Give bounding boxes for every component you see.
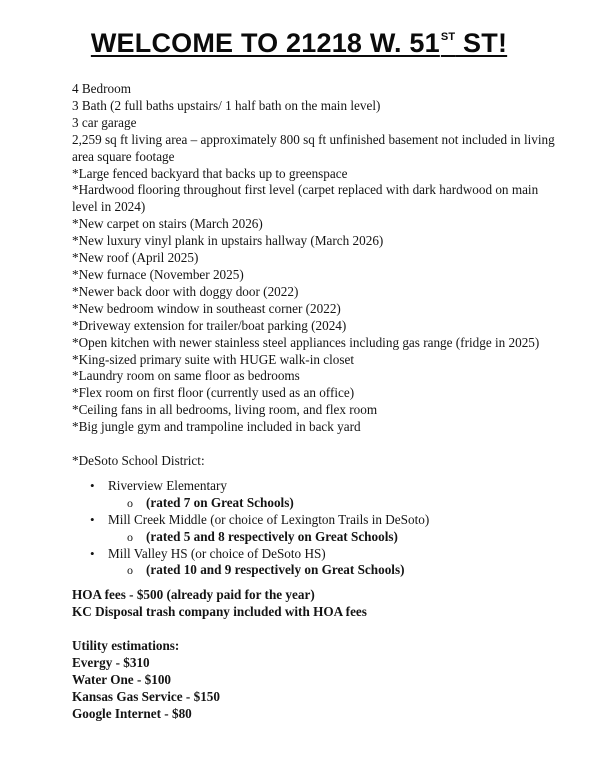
school-rating-text: (rated 10 and 9 respectively on Great Schools) <box>146 562 405 578</box>
spacer <box>72 579 562 587</box>
school-list <box>72 478 562 579</box>
feature-line: 4 Bedroom <box>72 81 131 96</box>
feature-line: 3 Bath (2 full baths upstairs/ 1 half bath on the main level) <box>72 97 381 113</box>
feature-line: *New roof (April 2025) <box>72 250 199 266</box>
school-rating <box>72 562 562 579</box>
hoa-trash: KC Disposal trash company included with HOA fees <box>72 604 367 620</box>
feature-line: *Driveway extension for trailer/boat parking (2024) <box>72 317 347 333</box>
title-tail: ST! <box>455 28 508 58</box>
feature-line: *New bedroom window in southeast corner (2022) <box>72 300 341 316</box>
feature-line: *Hardwood flooring throughout first level (carpet replaced with dark hardwood on main level in 2024) <box>72 182 539 215</box>
feature-line: *Large fenced backyard that backs up to greenspace <box>72 165 348 181</box>
title-underline-group <box>91 28 507 58</box>
school-name: • Mill Creek Middle (or choice of Lexington Trails in DeSoto) <box>72 512 562 529</box>
title-main: WELCOME TO 21218 W. 51 <box>90 28 440 58</box>
utility-item: Evergy - $310 <box>72 655 150 671</box>
school-name: • Mill Valley HS (or choice of DeSoto HS) <box>72 546 562 563</box>
feature-line: *King-sized primary suite with HUGE walk-in closet <box>72 351 355 367</box>
feature-line: *Flex room on first floor (currently used as an office) <box>72 385 355 401</box>
listing-body <box>72 81 562 723</box>
feature-line: *Big jungle gym and trampoline included in back yard <box>72 419 361 435</box>
page-title <box>0 28 598 59</box>
feature-line: *Laundry room on same floor as bedrooms <box>72 368 300 384</box>
school-name: • Riverview Elementary <box>72 478 562 495</box>
feature-list <box>72 81 562 436</box>
hoa-fees: HOA fees - $500 (already paid for the year) <box>72 587 315 603</box>
utility-item: Water One - $100 <box>72 672 172 687</box>
feature-line: 2,259 sq ft living area – approximately 800 sq ft unfinished basement not included in living area square footage <box>72 131 555 164</box>
title-superscript: ST <box>440 31 456 43</box>
feature-line: *New furnace (November 2025) <box>72 266 244 282</box>
school-district-heading: *DeSoto School District: <box>72 453 205 469</box>
school-rating-text: (rated 5 and 8 respectively on Great Schools) <box>146 528 398 544</box>
feature-line: *New luxury vinyl plank in upstairs hallway (March 2026) <box>72 233 384 249</box>
feature-line: *Newer back door with doggy door (2022) <box>72 283 299 299</box>
school-rating <box>72 529 562 546</box>
utility-item: Kansas Gas Service - $150 <box>72 688 220 704</box>
spacer <box>72 621 562 638</box>
school-rating-text: (rated 7 on Great Schools) <box>146 494 294 510</box>
utilities-heading: Utility estimations: <box>72 638 180 654</box>
school-rating <box>72 495 562 512</box>
feature-line: *New carpet on stairs (March 2026) <box>72 216 263 232</box>
feature-line: 3 car garage <box>72 114 137 130</box>
feature-line: *Open kitchen with newer stainless steel appliances including gas range (fridge in 2025) <box>72 334 540 350</box>
utility-item: Google Internet - $80 <box>72 705 192 721</box>
spacer <box>72 436 562 453</box>
feature-line: *Ceiling fans in all bedrooms, living room, and flex room <box>72 402 378 418</box>
spacer <box>72 470 562 478</box>
